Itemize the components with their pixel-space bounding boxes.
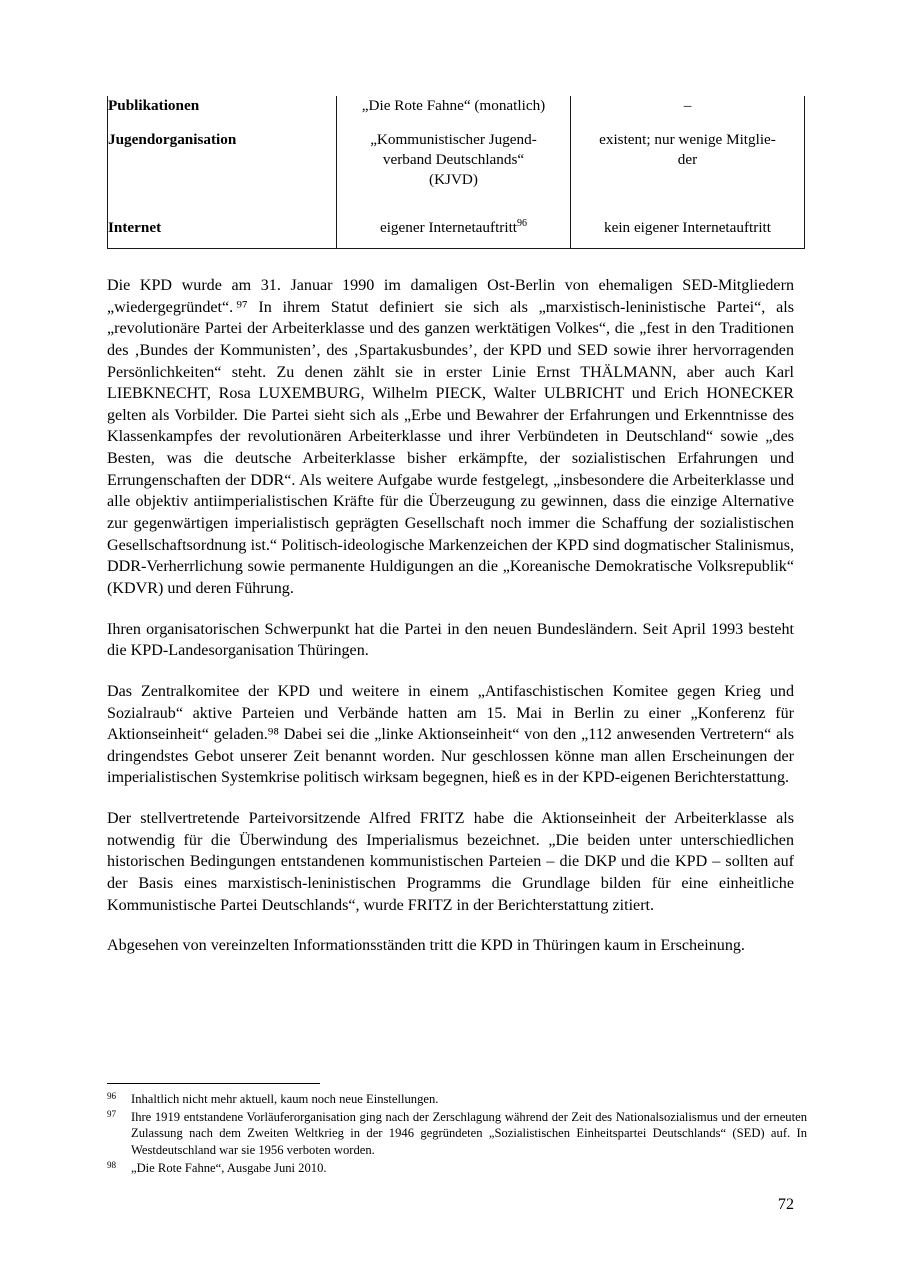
- paragraph-5: Abgesehen von vereinzelten Informationsständen tritt die KPD in Thüringen kaum in Erscheinung.: [107, 937, 745, 955]
- footnote-number-96: 96: [107, 1091, 117, 1101]
- table-cell-other: kein eigener Internetauftritt: [571, 218, 805, 249]
- table-cell-other: –: [571, 96, 805, 130]
- table-cell-other-line2: der: [677, 150, 698, 168]
- paragraph-4: Der stellvertretende Parteivorsitzende Alfred FRITZ habe die Aktionseinheit der Arbeiterklasse als notwendig für die Überwindung des Imperialismus bezeichnet. „Die beiden unter unterschiedlichen historischen Bedingungen entstandenen kommunistischen Parteien – die DKP und die KPD – sollten auf der Basis eines marxistisch-leninistischen Programms die Grundlage bilden für eine einheitliche Kommunistische Partei Deutschlands“, wurde FRITZ in der Berichterstattung zitiert.: [107, 810, 794, 914]
- table-row: [108, 130, 805, 218]
- table-cell-kpd-line1: „Kommunistischer Jugend-: [370, 131, 537, 148]
- table-cell-kpd: [337, 130, 571, 218]
- table-cell-kpd-text: eigener Internetauftritt: [379, 219, 518, 236]
- table-cell-kpd: [337, 218, 571, 249]
- party-comparison-table: [107, 96, 801, 249]
- footnote-separator-rule: [107, 1083, 320, 1084]
- table-cell-label: Internet: [108, 218, 337, 249]
- footnote-item: [107, 1091, 807, 1108]
- paragraph-1: Die KPD wurde am 31. Januar 1990 im damaligen Ost-Berlin von ehemaligen SED-Mitgliedern „wiedergegründet“. ⁹⁷ In ihrem Statut definiert sie sich als „marxistisch-leninistische Partei“, als „revolutionäre Partei der Arbeiterklasse und des ganzen werktätigen Volkes“, die „fest in den Traditionen des ‚Bundes der Kommunisten’, des ‚Spartakusbundes’, der KPD und SED sowie ihrer hervorragenden Persönlichkeiten“ steht. Zu denen zählt sie in erster Linie Ernst THÄLMANN, aber auch Karl LIEBKNECHT, Rosa LUXEMBURG, Wilhelm PIECK, Walter ULBRICHT und Erich HONECKER gelten als Vorbilder. Die Partei sieht sich als „Erbe und Bewahrer der Erfahrungen und Erkenntnisse des Klassenkampfes der revolutionären Arbeiterklasse und ihrer Verbündeten in Deutschland“ sowie „des Besten, was die deutsche Arbeiterklasse bisher erkämpfte, der sozialistischen Erfahrungen und Errungenschaften der DDR“. Als weitere Aufgabe wurde festgelegt, „insbesondere die Arbeiterklasse und alle objektiv antiimperialistischen Kräfte für die Überzeugung zu gewinnen, dass die einzige Alternative zur gegenwärtigen imperialistisch geprägten Gesellschaft noch immer die Schaffung der sozialistischen Gesellschaftsordnung ist.“ Politisch-ideologische Markenzeichen der KPD sind dogmatischer Stalinismus, DDR-Verherrlichung sowie permanente Huldigungen an die „Koreanische Demokratische Volksrepublik“ (KDVR) und deren Führung.: [107, 277, 794, 597]
- table-cell-kpd-line2: verband Deutschlands“: [382, 150, 525, 168]
- footnote-marker-96[interactable]: 96: [517, 217, 528, 229]
- table-cell-other: [571, 130, 805, 218]
- footnote-text-98: „Die Rote Fahne“, Ausgabe Juni 2010.: [131, 1160, 327, 1175]
- footnote-section: [107, 1083, 807, 1178]
- table-cell-label: Jugendorganisation: [108, 130, 337, 218]
- paragraph-2: Ihren organisatorischen Schwerpunkt hat die Partei in den neuen Bundesländern. Seit April 1993 besteht die KPD-Landesorganisation Thüringen.: [107, 620, 794, 660]
- table-row: [108, 218, 805, 249]
- footnote-number-97: 97: [107, 1108, 117, 1119]
- body-text: [107, 275, 794, 957]
- paragraph-3: Das Zentralkomitee der KPD und weitere in einem „Antifaschistischen Komitee gegen Krieg und Sozialraub“ aktive Parteien und Verbände hatten am 15. Mai in Berlin zu einer „Konferenz für Aktionseinheit“ geladen.⁹⁸ Dabei sei die „linke Aktionseinheit“ von den „112 anwesenden Vertretern“ als dringendstes Gebot unserer Zeit benannt worden. Nur geschlossen könne man allen Erscheinungen der imperialistischen Systemkrise politisch wirksam begegnen, hieß es in der KPD-eigenen Berichterstattung.: [107, 682, 794, 787]
- table-cell-kpd: „Die Rote Fahne“ (monatlich): [337, 96, 571, 130]
- page-number: 72: [777, 1196, 794, 1213]
- footnote-text-96: Inhaltlich nicht mehr aktuell, kaum noch neue Einstellungen.: [131, 1092, 439, 1106]
- table-cell-other-line1: existent; nur wenige Mitglie-: [599, 131, 776, 148]
- table-cell-kpd-line3: (KJVD): [429, 170, 478, 188]
- table-cell-label: Publikationen: [108, 96, 337, 130]
- footnote-item: [107, 1109, 807, 1159]
- table-row: [108, 96, 805, 130]
- footnote-number-98: 98: [107, 1159, 117, 1170]
- footnote-text-97: Ihre 1919 entstandene Vorläuferorganisation ging nach der Zerschlagung während der Zeit des Nationalsozialismus und der erneuten Zulassung nach dem Zweiten Weltkrieg in der 1946 gegründeten „Sozialistischen Einheitspartei Deutschlands“ (SED) auf. In Westdeutschland war sie 1956 verboten worden.: [131, 1109, 807, 1158]
- footnote-item: [107, 1160, 807, 1177]
